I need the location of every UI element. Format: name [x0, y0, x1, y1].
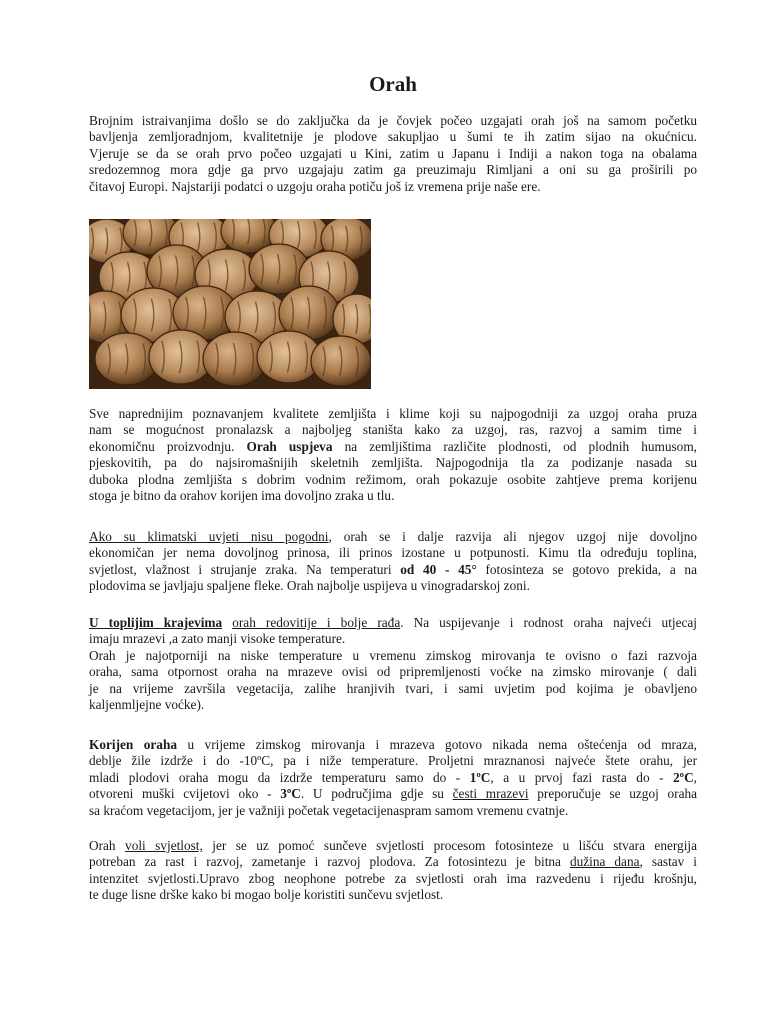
- bold-text: 2ºC: [673, 769, 694, 785]
- text-line: stoga je bitno da orahov korijen ima dovoljno zraka u tlu.: [89, 488, 395, 504]
- text-line: sredozemnog mora gdje ga prvo uzgajaju zatim ga preuzimaju Rimljani a oni su ga proširili po: [89, 162, 697, 178]
- paragraph-climate: [89, 529, 697, 595]
- text-run: mladi plodovi oraha mogu da izdrže temperaturu samo do -: [89, 769, 461, 785]
- text-run: . Na uspijevanje i rodnost oraha najveći utjecaj: [400, 615, 697, 630]
- text-line: [89, 439, 697, 455]
- paragraph-warm-regions: [89, 615, 697, 713]
- walnuts-photo: [89, 219, 371, 389]
- underlined-text: Ako su klimatski uvjeti nisu pogodni: [89, 529, 329, 544]
- text-line: oraha, sama otpornost oraha na mrazeve ovisi od pripremljenosti voćke na zimsko mirovanje ( dali: [89, 664, 697, 680]
- text-run: svjetlost, vlažnost i strujanje zraka. Na temperaturi: [89, 561, 392, 577]
- text-line: plodovima se javljaju spaljene fleke. Orah najbolje uspijeva u vinogradarskoj zoni.: [89, 578, 530, 594]
- text-run: , sastav i: [639, 854, 698, 870]
- bold-text: od 40 - 45°: [400, 561, 477, 577]
- text-run: ,: [693, 769, 697, 785]
- text-run: ekonomičnu proizvodnju.: [89, 438, 235, 454]
- underlined-text: voli svjetlost,: [125, 838, 203, 853]
- walnut-shape: [311, 336, 371, 386]
- text-line: [89, 770, 697, 786]
- bold-text: Korijen oraha: [89, 737, 177, 752]
- text-line: Brojnim istraivanjima došlo se do zaključka da je čovjek počeo uzgajati orah još na samom početku: [89, 113, 697, 128]
- text-line: [89, 615, 697, 631]
- text-line: pjeskovitih, pa do najsiromašnijih skeletnih zemljišta. Najpogodnija tla za podizanje nasada su: [89, 455, 697, 471]
- underlined-text: česti mrazevi: [452, 786, 529, 802]
- text-line: Vjeruje se da se orah prvo počeo uzgajati u Kini, zatim u Japanu i Indiji a nakon toga na obalama: [89, 145, 697, 161]
- page-title: Orah: [369, 72, 417, 96]
- text-line: duboka plodna zemljišta s dobrim vodnim režimom, orah pokazuje osobite zahtjeve prema korijenu: [89, 471, 697, 487]
- bold-text: Orah uspjeva: [246, 438, 333, 454]
- underlined-text: orah redovitije i bolje rađa: [232, 615, 401, 630]
- underlined-text: dužina dana: [569, 854, 640, 870]
- paragraph-soil: [89, 406, 697, 504]
- text-line: [89, 562, 697, 578]
- walnuts-image: [89, 219, 371, 389]
- text-line: Orah je najotporniji na niske temperature u vremenu zimskog mirovanja te ovisno o fazi razvoja: [89, 647, 697, 663]
- text-line: deblje žile izdrže i do -10ºC, pa i niže temperature. Proljetni mraznanosi najveće štete orahu, jer: [89, 753, 697, 769]
- text-run: u vrijeme zimskog mirovanja i mrazeva gotovo nikada nema oštećenja od mraza,: [187, 737, 697, 752]
- text-run: Orah: [89, 838, 116, 853]
- paragraph-light: [89, 838, 697, 904]
- text-line: ekonomičan jer nema dovoljnog prinosa, ili prinos izostane u potpunosti. Kimu tla određuju toplina,: [89, 545, 697, 561]
- text-run: preporučuje se uzgoj oraha: [537, 786, 698, 802]
- text-run: fotosinteza se gotovo prekida, a na: [485, 561, 697, 577]
- text-run: jer se uz pomoć sunčeve svjetlosti procesom fotosinteze u lišću stvara energija: [212, 838, 697, 853]
- text-line: bavljenja zemljoradnjom, kvalitetnije je plodove sakupljao u šumi te ih zatim sijao na okućnicu.: [89, 129, 697, 145]
- text-line: te duge lisne drške kako bi mogao bolje koristiti sunčevu svjetlost.: [89, 887, 444, 903]
- paragraph-root: [89, 737, 697, 819]
- text-line: je na vrijeme završila vegetacija, zalihe hranjivih tvari, i sami uvjetim pod kojima je obavljeno: [89, 680, 697, 696]
- paragraph-intro: [89, 113, 697, 195]
- text-line: [89, 737, 697, 753]
- text-line: sa kraćom vegetacijom, jer je važniji početak vegetacijenaspram samom vremenu cvatnje.: [89, 802, 569, 818]
- text-line: [89, 529, 697, 545]
- text-line: nam se mogućnost pronalazsk a najboljeg staništa kako za uzgoj, ras, razvoj a samim time i: [89, 422, 697, 438]
- text-run: na zemljištima različite plodnosti, od plodnih humusom,: [344, 438, 698, 454]
- text-run: , orah se i dalje razvija ali njegov uzgoj nije dovoljno: [328, 529, 698, 544]
- bold-text: 1ºC: [469, 769, 491, 785]
- text-run: otvoreni muški cvijetovi oko -: [89, 786, 272, 802]
- text-line: Sve naprednijim poznavanjem kvalitete zemljišta i klime koji su najpogodniji za uzgoj oraha pruza: [89, 406, 697, 421]
- text-line: [89, 838, 697, 854]
- document-page: [89, 0, 697, 1024]
- text-line: [89, 854, 697, 870]
- text-run: , a u prvoj fazi rasta do -: [490, 769, 664, 785]
- text-run: potreban za rast i razvoj, zametanje i razvoj plodova. Za fotosintezu je bitna: [89, 854, 561, 870]
- text-line: imaju mrazevi ,a zato manji visoke temperature.: [89, 631, 346, 647]
- text-line: kaljenmljejne voćke).: [89, 697, 205, 713]
- text-line: [89, 786, 697, 802]
- text-run: . U područjima gdje su: [300, 786, 444, 802]
- text-line: čitavoj Europi. Najstariji podatci o uzgoju oraha potiču još iz vremena prije naše ere.: [89, 178, 541, 194]
- bold-text: 3ºC: [280, 786, 301, 802]
- text-line: intenzitet svjetlosti.Upravo zbog neophone potrebe za svjetlosti orah ima razvedenu i rijeđu krošnju,: [89, 870, 697, 886]
- bold-underlined-text: U toplijim krajevima: [89, 615, 223, 630]
